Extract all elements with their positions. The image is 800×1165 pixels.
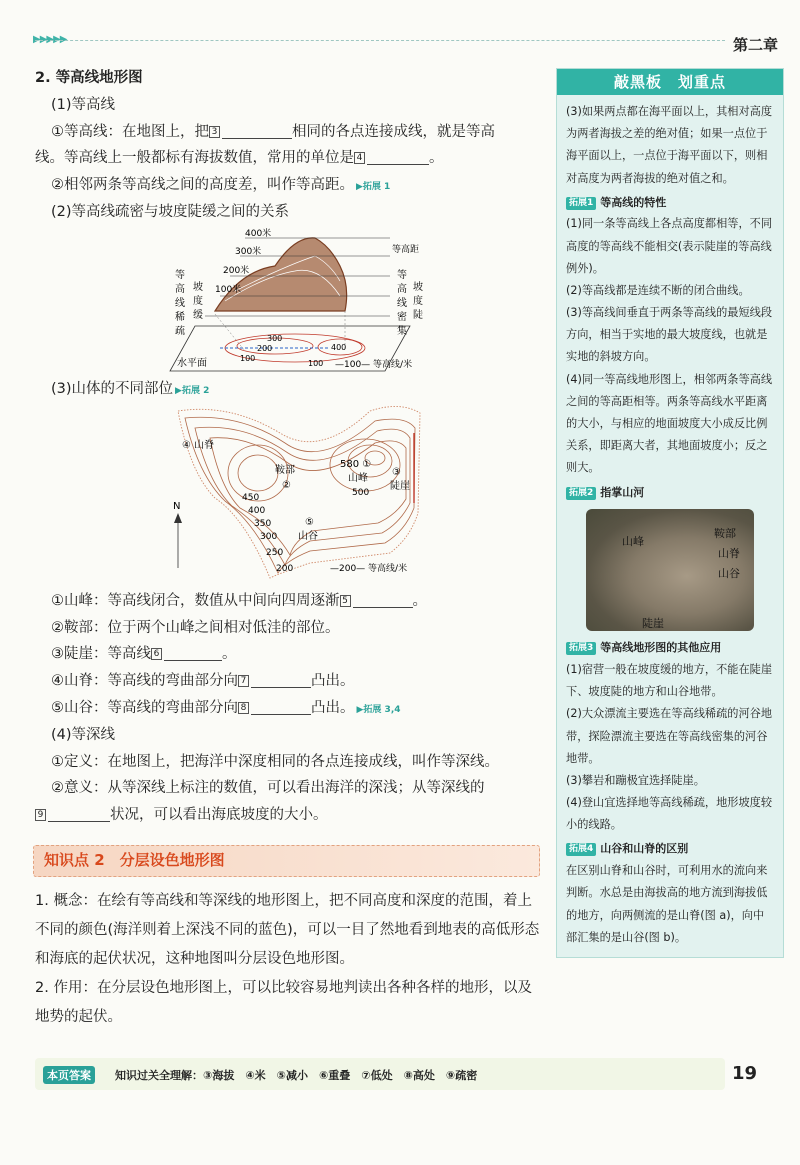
north-label: N <box>173 500 181 512</box>
layered-map-function: 2. 作用：在分层设色地形图上，可以比较容易地判读出各种各样的地形，以及地势的起伏。 <box>35 979 532 1025</box>
right-label-char: 集 <box>397 325 407 337</box>
contour-value: 500 <box>352 487 370 498</box>
peak-label: 580 ① <box>340 458 372 470</box>
right-label-char: 线 <box>397 297 407 309</box>
answer-blank[interactable] <box>353 591 413 608</box>
extension-1-item: (4)同一等高线地形图上，相邻两条等高线之间的等高距相等。两条等高线水平距离的大小，与相应的地面坡度大小成反比例关系，即距离大者，其地面坡度小；反之则大。 <box>566 372 773 475</box>
left-label-char: 稀 <box>175 311 185 323</box>
saddle-line: ②鞍部：位于两个山峰之间相对低洼的部位。 <box>51 619 340 636</box>
chapter-title: 第二章 <box>733 36 779 54</box>
contour-interval-text: ②相邻两条等高线之间的高度差，叫作等高距。 ▶拓展 1 <box>51 177 391 194</box>
answer-blank[interactable] <box>251 671 311 688</box>
photo-label: 鞍部 <box>714 527 736 541</box>
relative-height-note: (3)如果两点都在海平面以上，其相对高度为两者海拔之差的绝对值；如果一点位于海平面以上，一点位于海平面以下，则相对高度为两者海拔的绝对值之和。 <box>566 105 773 185</box>
extension-3-item: (2)大众漂流主要选在等高线稀疏的河谷地带，探险漂流主要选在等高线密集的河谷地带。 <box>566 707 773 765</box>
extension-tag: 拓展3 <box>566 642 596 655</box>
contour-value: 300 <box>267 333 283 343</box>
extension-2-heading: 拓展2 指掌山河 <box>566 482 774 504</box>
extension-tag: 拓展1 <box>566 197 596 210</box>
main-column <box>35 65 540 1032</box>
horizontal-plane-label: 水平面 <box>177 357 207 369</box>
blank-number: 5 <box>340 595 351 607</box>
extension-3-item: (3)攀岩和蹦极宜选择陡崖。 <box>566 773 705 787</box>
blank-number: 4 <box>354 152 365 164</box>
ridge-label: ④ 山脊 <box>182 439 215 451</box>
contour-value: 350 <box>254 518 272 529</box>
cliff-line: ③陡崖：等高线 6 。 <box>51 646 237 663</box>
extension-3-item: (1)宿营一般在坡度缓的地方，不能在陡崖下、坡度陡的地方和山谷地带。 <box>566 663 773 699</box>
left-label-char: 坡 <box>193 281 203 293</box>
layered-map-concept: 1. 概念：在绘有等高线和等深线的地形图上，把不同高度和深度的范围，着上不同的颜色(海洋则着上深浅不同的蓝色)，可以一目了然地看到地表的高低形态和海底的起伏状况，这种地图叫分层设色地形图。 <box>35 892 540 967</box>
extension-tag: 拓展4 <box>566 843 596 856</box>
label-200m: 200米 <box>223 265 250 276</box>
right-label-char: 陡 <box>413 309 423 321</box>
valley-label: 山谷 <box>298 530 318 542</box>
contour-value: 400 <box>248 505 266 516</box>
answer-blank[interactable] <box>222 122 292 139</box>
sidebar-title: 敲黑板 划重点 <box>557 69 783 95</box>
header-divider <box>35 40 725 41</box>
left-label-char: 疏 <box>175 325 185 337</box>
valley-number: ⑤ <box>305 516 314 528</box>
saddle-number: ② <box>282 479 291 491</box>
page-answers-bar <box>35 1058 725 1090</box>
extension-1-item: (2)等高线都是连续不断的闭合曲线。 <box>566 283 750 297</box>
blank-number: 8 <box>238 702 249 714</box>
extension-tag[interactable]: ▶拓展 2 <box>175 385 210 396</box>
photo-label: 山峰 <box>622 535 644 549</box>
extension-tag[interactable]: ▶拓展 3,4 <box>356 704 401 715</box>
contour-value: 200 <box>257 343 273 353</box>
header-arrows: ▶▶▶▶▶ <box>33 34 67 45</box>
right-label-char: 密 <box>397 311 407 323</box>
subheading-density: (2)等高线疏密与坡度陡缓之间的关系 <box>51 204 290 221</box>
extension-1-item: (3)等高线间垂直于两条等高线的最短线段方向，相当于实地的最大坡度线，也就是实地的斜坡方向。 <box>566 306 773 364</box>
answer-blank[interactable] <box>48 805 110 822</box>
contour-value: 200 <box>276 563 294 574</box>
isobath-meaning: ②意义：从等深线上标注的数值，可以看出海洋的深浅；从等深线的 <box>51 780 485 797</box>
contour-value: 100 <box>240 353 256 363</box>
subheading-mountain-parts: (3)山体的不同部位 ▶拓展 2 <box>51 380 210 397</box>
left-label-char: 线 <box>175 297 185 309</box>
cliff-number: ③ <box>392 466 401 478</box>
isobath-definition: ①定义：在地图上，把海洋中深度相同的各点连接成线，叫作等深线。 <box>51 753 499 770</box>
extension-4-item: 在区别山脊和山谷时，可利用水的流向来判断。水总是由海拔高的地方流到海拔低的地方，向两侧流的是山脊(图 a)，向中部汇集的是山谷(图 b)。 <box>566 864 768 944</box>
answer-blank[interactable] <box>251 698 311 715</box>
contour-value: 300 <box>260 531 278 542</box>
extension-tag[interactable]: ▶拓展 1 <box>356 182 391 193</box>
fig1-legend: —100— 等高线/米 <box>335 359 413 370</box>
valley-line: ⑤山谷：等高线的弯曲部分向 8 凸出。 ▶拓展 3,4 <box>51 699 401 716</box>
extension-1-heading: 拓展1 等高线的特性 <box>566 192 774 214</box>
photo-label: 山脊 <box>718 547 740 561</box>
contour-density-figure <box>145 226 445 376</box>
contour-definition-cont: 线。等高线上一般都标有海拔数值，常用的单位是 4 。 <box>35 150 444 167</box>
label-100m: 100米 <box>215 284 242 295</box>
key-points-sidebar <box>556 68 784 958</box>
subheading-contour: (1)等高线 <box>51 96 116 113</box>
extension-1-item: (1)同一条等高线上各点高度都相等，不同高度的等高线不能相交(表示陡崖的等高线例外)。 <box>566 217 773 275</box>
blank-number: 9 <box>35 809 46 821</box>
left-label-char: 缓 <box>193 309 203 321</box>
right-label-char: 坡 <box>413 281 423 293</box>
fist-terrain-photo <box>586 509 754 631</box>
isobath-meaning-cont: 9 状况，可以看出海底坡度的大小。 <box>35 802 540 829</box>
contour-value: 250 <box>266 547 284 558</box>
answer-blank[interactable] <box>164 644 222 661</box>
saddle-label: 鞍部 <box>275 464 295 476</box>
peak-text: 山峰 <box>348 472 368 484</box>
contour-value: 450 <box>242 492 260 503</box>
subheading-isobath: (4)等深线 <box>51 726 116 743</box>
label-400m: 400米 <box>245 228 272 239</box>
right-label-char: 高 <box>397 283 407 295</box>
blank-number: 6 <box>151 648 162 660</box>
left-label-char: 度 <box>193 295 203 307</box>
blank-number: 3 <box>209 126 220 138</box>
left-label-char: 等 <box>175 269 185 281</box>
peak-line: ①山峰：等高线闭合，数值从中间向四周逐渐 5 。 <box>51 592 427 609</box>
page-number: 19 <box>732 1063 758 1084</box>
right-label-char: 度 <box>413 295 423 307</box>
contour-interval-label: 等高距 <box>392 244 420 255</box>
label-300m: 300米 <box>235 246 262 257</box>
fig2-legend: —200— 等高线/米 <box>330 563 408 574</box>
blank-number: 7 <box>238 675 249 687</box>
answer-blank[interactable] <box>367 148 429 165</box>
contour-definition: ①等高线：在地图上，把 3 相同的各点连接成线，就是等高 <box>51 123 495 140</box>
knowledge-point-heading: 知识点 2 分层设色地形图 <box>33 845 540 877</box>
contour-value: 100 <box>308 358 324 368</box>
photo-label: 山谷 <box>718 567 740 581</box>
photo-label: 陡崖 <box>642 617 664 631</box>
right-label-char: 等 <box>397 269 407 281</box>
section-title: 2. 等高线地形图 <box>35 70 143 86</box>
extension-3-item: (4)登山宜选择地等高线稀疏，地形坡度较小的线路。 <box>566 796 773 832</box>
ridge-line: ④山脊：等高线的弯曲部分向 7 凸出。 <box>51 673 355 690</box>
extension-3-heading: 拓展3 等高线地形图的其他应用 <box>566 637 774 659</box>
extension-tag: 拓展2 <box>566 487 596 500</box>
cliff-label: 陡崖 <box>390 480 410 492</box>
left-label-char: 高 <box>175 283 185 295</box>
contour-value: 400 <box>331 342 347 352</box>
extension-4-heading: 拓展4 山谷和山脊的区别 <box>566 838 774 860</box>
answers-label: 本页答案 <box>43 1066 95 1084</box>
answers-text: 知识过关全理解：③海拔 ④米 ⑤减小 ⑥重叠 ⑦低处 ⑧高处 ⑨疏密 <box>115 1069 478 1082</box>
mountain-parts-figure <box>170 403 450 588</box>
